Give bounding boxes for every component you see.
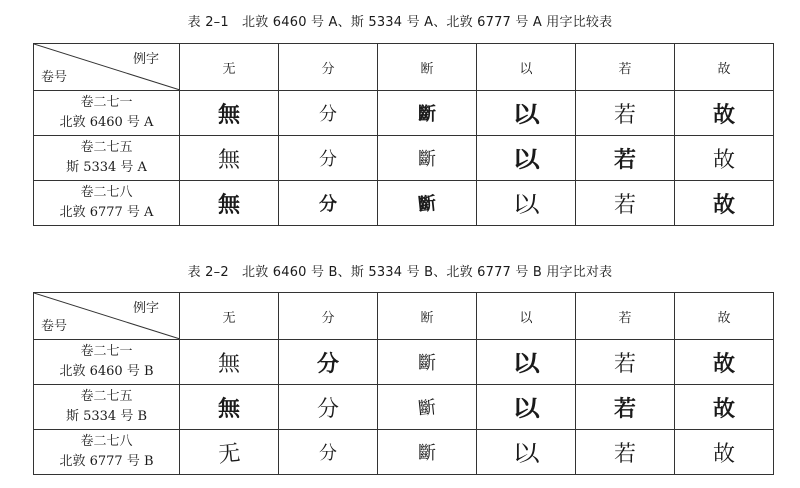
character-sample: 分 — [316, 396, 339, 422]
column-header: 无 — [180, 44, 279, 91]
character-sample: 若 — [613, 192, 636, 218]
column-header: 分 — [279, 44, 378, 91]
table-row — [34, 385, 774, 430]
table-row — [34, 340, 774, 385]
character-sample: 無 — [217, 101, 240, 128]
table2-header-row — [34, 293, 774, 340]
volume-cell — [34, 340, 180, 385]
character-sample: 故 — [712, 101, 735, 128]
table1-corner-cell — [34, 44, 180, 91]
character-sample: 斷 — [418, 104, 436, 125]
corner-label-example: 例字 — [132, 301, 159, 316]
volume-cell — [34, 430, 180, 475]
character-sample: 分 — [319, 104, 337, 125]
corner-label-volume: 卷号 — [41, 70, 68, 85]
volume-cell — [34, 181, 180, 226]
character-sample: 斷 — [417, 193, 438, 216]
column-header: 若 — [576, 44, 675, 91]
character-sample: 故 — [712, 395, 735, 422]
manuscript-label: 斯 5334 号 B — [65, 409, 148, 424]
character-sample: 分 — [319, 149, 337, 170]
character-sample: 斷 — [418, 353, 436, 374]
table-row — [34, 181, 774, 226]
character-sample: 以 — [512, 395, 540, 422]
character-sample: 以 — [512, 146, 540, 173]
character-sample: 以 — [512, 350, 540, 377]
character-sample: 無 — [217, 351, 240, 377]
character-sample: 斷 — [417, 397, 438, 420]
table-row — [34, 91, 774, 136]
character-sample: 無 — [217, 395, 240, 422]
character-sample: 分 — [319, 443, 337, 464]
column-header: 以 — [477, 44, 576, 91]
volume-label: 卷二七八 — [80, 434, 133, 449]
character-sample: 斷 — [418, 443, 436, 464]
character-sample: 無 — [217, 191, 240, 218]
manuscript-label: 北敦 6777 号 B — [59, 454, 154, 469]
character-sample: 故 — [712, 350, 735, 377]
character-sample: 无 — [216, 440, 242, 468]
column-header: 故 — [675, 44, 774, 91]
character-sample: 若 — [613, 102, 636, 128]
column-header: 断 — [378, 44, 477, 91]
volume-label: 卷二七一 — [80, 344, 133, 359]
character-sample: 若 — [613, 395, 636, 422]
corner-label-example: 例字 — [132, 52, 159, 67]
manuscript-label: 斯 5334 号 A — [66, 160, 147, 175]
character-sample: 故 — [712, 147, 735, 173]
table2-caption: 表 2–2 北敦 6460 号 B、斯 5334 号 B、北敦 6777 号 B 用字比对表 — [187, 265, 613, 280]
character-sample: 故 — [712, 191, 735, 218]
character-sample: 無 — [217, 147, 240, 173]
column-header: 分 — [279, 293, 378, 340]
manuscript-label: 北敦 6460 号 A — [59, 115, 154, 130]
volume-cell — [34, 136, 180, 181]
corner-label-volume: 卷号 — [41, 319, 68, 334]
character-sample: 以 — [512, 441, 540, 467]
table-row — [34, 430, 774, 475]
column-header: 若 — [576, 293, 675, 340]
column-header: 无 — [180, 293, 279, 340]
character-sample: 分 — [319, 194, 337, 215]
volume-label: 卷二七五 — [80, 389, 133, 404]
table1 — [33, 43, 774, 226]
table1-header-row — [34, 44, 774, 91]
volume-cell — [34, 91, 180, 136]
character-sample: 若 — [613, 441, 636, 467]
column-header: 故 — [675, 293, 774, 340]
volume-label: 卷二七五 — [80, 140, 133, 155]
table-row — [34, 136, 774, 181]
volume-label: 卷二七八 — [80, 185, 133, 200]
manuscript-label: 北敦 6777 号 A — [59, 205, 154, 220]
character-sample: 以 — [512, 101, 540, 128]
table2-corner-cell — [34, 293, 180, 340]
character-sample: 若 — [613, 351, 636, 377]
table2 — [33, 292, 774, 475]
character-sample: 分 — [316, 350, 339, 377]
character-sample: 以 — [512, 192, 540, 218]
column-header: 断 — [378, 293, 477, 340]
column-header: 以 — [477, 293, 576, 340]
character-sample: 若 — [613, 146, 636, 173]
volume-label: 卷二七一 — [80, 95, 133, 110]
character-sample: 斷 — [418, 149, 436, 170]
manuscript-label: 北敦 6460 号 B — [59, 364, 154, 379]
volume-cell — [34, 385, 180, 430]
character-sample: 故 — [712, 441, 735, 467]
table1-caption: 表 2–1 北敦 6460 号 A、斯 5334 号 A、北敦 6777 号 A 用字比较表 — [187, 15, 613, 30]
